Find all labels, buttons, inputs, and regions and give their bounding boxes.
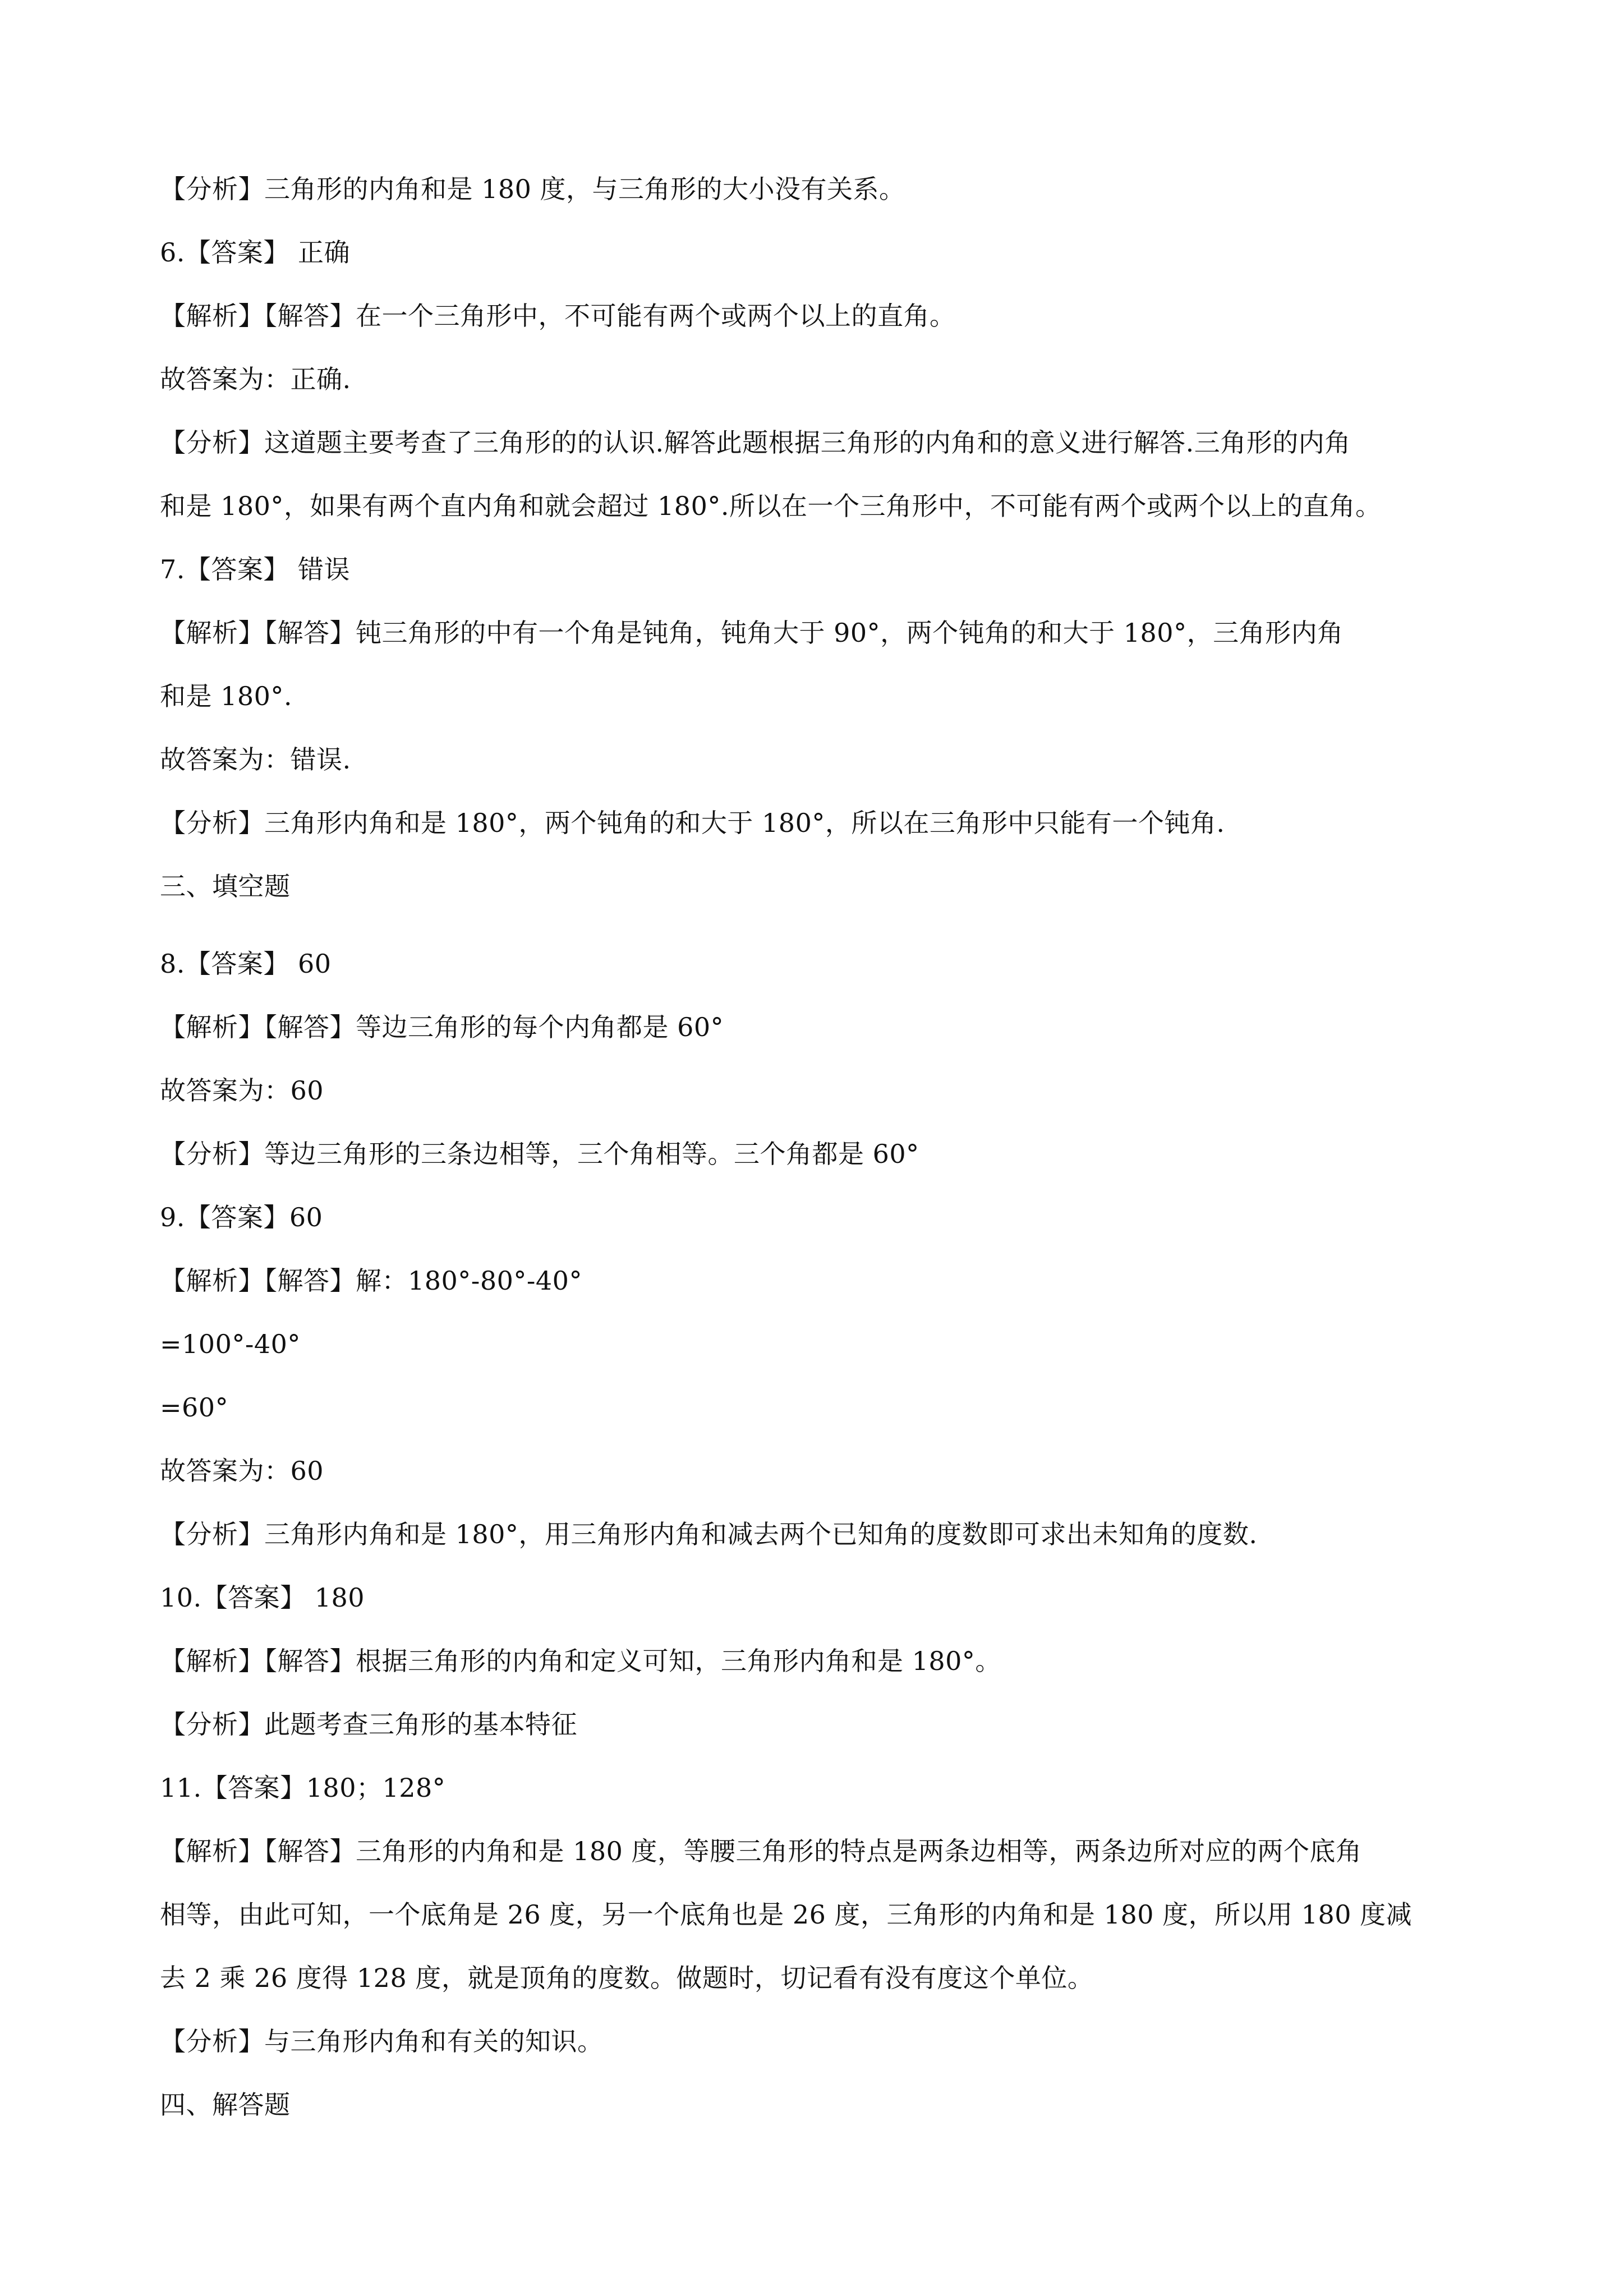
analysis-line: 【分析】与三角形内角和有关的知识。	[160, 2026, 604, 2056]
answer-line-10: 10.【答案】 180	[160, 1582, 365, 1613]
explanation-continuation: 和是 180°.	[160, 681, 293, 711]
answer-line-9: 9.【答案】60	[160, 1202, 323, 1232]
section-heading: 三、填空题	[160, 871, 291, 901]
answer-line-8: 8.【答案】 60	[160, 949, 332, 979]
conclusion-line: 故答案为：60	[160, 1075, 324, 1106]
explanation-line: 【解析】【解答】钝三角形的中有一个角是钝角，钝角大于 90°，两个钝角的和大于 180°，三角形内角	[160, 618, 1344, 648]
section-heading: 四、解答题	[160, 2090, 291, 2120]
answer-line-7: 7.【答案】 错误	[160, 554, 351, 585]
explanation-line: 【解析】【解答】等边三角形的每个内角都是 60°	[160, 1012, 724, 1042]
conclusion-line: 故答案为：60	[160, 1456, 324, 1486]
analysis-line: 【分析】三角形内角和是 180°，两个钝角的和大于 180°，所以在三角形中只能有一个钝角.	[160, 808, 1225, 838]
calculation-step: =100°-40°	[160, 1329, 301, 1359]
conclusion-line: 故答案为：正确.	[160, 364, 351, 394]
analysis-line: 【分析】此题考查三角形的基本特征	[160, 1709, 577, 1740]
explanation-line: 【解析】【解答】三角形的内角和是 180 度，等腰三角形的特点是两条边相等，两条边所对应的两个底角	[160, 1836, 1362, 1866]
conclusion-line: 故答案为：错误.	[160, 744, 351, 775]
analysis-line: 【分析】等边三角形的三条边相等，三个角相等。三个角都是 60°	[160, 1139, 919, 1169]
answer-line-11: 11.【答案】180；128°	[160, 1773, 446, 1803]
analysis-line: 【分析】三角形内角和是 180°，用三角形内角和减去两个已知角的度数即可求出未知角的度数.	[160, 1519, 1258, 1549]
analysis-continuation: 和是 180°，如果有两个直内角和就会超过 180°.所以在一个三角形中，不可能有两个或两个以上的直角。	[160, 491, 1382, 521]
calculation-step: =60°	[160, 1392, 229, 1423]
explanation-line: 【解析】【解答】根据三角形的内角和定义可知，三角形内角和是 180°。	[160, 1646, 1001, 1676]
analysis-line: 【分析】三角形的内角和是 180 度，与三角形的大小没有关系。	[160, 174, 905, 204]
explanation-continuation: 去 2 乘 26 度得 128 度，就是顶角的度数。做题时，切记看有没有度这个单位。	[160, 1963, 1094, 1993]
explanation-line: 【解析】【解答】解：180°-80°-40°	[160, 1266, 582, 1296]
analysis-line: 【分析】这道题主要考查了三角形的的认识.解答此题根据三角形的内角和的意义进行解答.三角形的内角	[160, 427, 1351, 458]
answer-line-6: 6.【答案】 正确	[160, 237, 351, 268]
explanation-continuation: 相等，由此可知，一个底角是 26 度，另一个底角也是 26 度，三角形的内角和是 180 度，所以用 180 度减	[160, 1899, 1413, 1930]
explanation-line: 【解析】【解答】在一个三角形中，不可能有两个或两个以上的直角。	[160, 301, 956, 331]
